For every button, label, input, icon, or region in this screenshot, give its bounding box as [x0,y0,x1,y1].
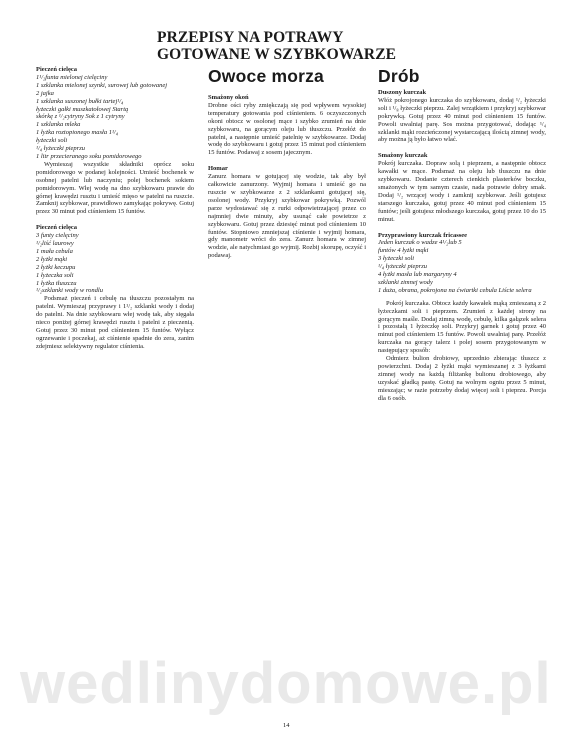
ingredient-list [36,74,194,161]
ingredient: funtów 4 łyżki mąki [378,247,429,255]
recipe-method: Odmierz bulion drobiowy, uprzednio zbierając tłuszcz z powierzchni. Dodaj 2 łyżki mąki wymieszanej z 3 łyżkami zimnej wody na każdą filiżankę bulionu drobiowego, aby uzyskać gładką pastę. Gotuj na wolnym ogniu przez 5 minut, mieszając; w razie potrzeby dodaj więcej soli i pieprzu. Porcja dla 6 osób. [378,355,546,402]
ingredient: 1 łyżka tłuszczu [36,279,77,287]
column-poultry [378,66,546,403]
recipe-method: Pokrój kurczaka. Dopraw solą i pieprzem, a następnie obtocz kawałki w mące. Podsmaż na oleju lub tłuszczu na dnie szybkowaru. Dodanie czterech cienkich plasterków boczku, smażonych w tym samym czasie, nada potrawie dobry smak. Dodaj ¹/₂ wrzącej wody i zamknij szybkowar. Jeśli gotujesz starszego kurczaka, gotuj przez 40 minut pod ciśnieniem 15 funtów; jeśli gotujesz młodszego kurczaka, gotuj przez 10 do 15 minut. [378,160,546,223]
ingredient: 1 szklanka mleka [36,121,81,129]
page-number: 14 [283,722,290,729]
section-heading: Owoce morza [208,66,324,86]
ingredient: 1 szklanka suszonej bułki tartej¹/₄ [36,97,124,105]
recipe-title: Duszony kurczak [378,89,427,96]
ingredient: 3 łyżeczki soli [378,255,415,263]
ingredient: Jeden kurczak o wadze 4¹/₂lub 5 [378,239,462,247]
watermark: wedlinydomowe.pl [20,651,552,716]
section-heading: Drób [378,66,420,86]
ingredient: łyżeczki gałki muszkatołowej Startą [36,105,129,113]
ingredient: ¹/₂liść laurowy [36,240,74,248]
ingredient: ¹/₄ łyżeczki pieprzu [36,145,85,153]
column-seafood [208,66,366,260]
ingredient-list [378,239,546,294]
recipe-method: Drobne ości ryby zmiękczają się pod wpływem wysokiej temperatury gotowania pod ciśnieniem. 6 oczyszczonych okoni obtocz w osolonej mące i szybko zrumień na dnie szybkowaru, na gorącym oleju lub tłuszczu. Przełóż do patelni, a następnie umieść patelnię w szybkowarze. Dodaj wodę do szybkowaru i gotuj przez 15 minut pod ciśnieniem 15 funtów. Podawaj z sosem jajecznym. [208,101,366,157]
recipe-title: Homar [208,165,228,173]
ingredient: 4 łyżki masła lub margaryny 4 [378,271,457,279]
ingredient: 2 łyżki mąki [36,255,68,263]
ingredient: skórkę z ¹/₂cytryny Sok z 1 cytryny [36,113,125,121]
ingredient: 1 łyżka roztopionego masła 1¹/₄ [36,129,118,137]
recipe-title: Pieczeń cielęca [36,224,77,232]
ingredient: 1¹/₂funta mielonej cielęciny [36,73,108,81]
recipe-title: Przyprawiony kurczak fricassee [378,231,468,239]
recipe-method: Wymieszaj wszystkie składniki oprócz soku pomidorowego w podanej kolejności. Umieść bochenek w osobnej patelni lub naczyniu; polej bochenek sokiem pomidorowym. Włej wodę na dno szybkowaru prawie do górnej krawędzi rusztu i umieść mięso w patelni na ruszcie. Zamknij szybkowar, prawidłowo zamykając pokrywę. Gotuj przez 30 minut pod ciśnieniem 15 funtów. [36,160,194,216]
ingredient: 1 mała cebula [36,247,73,255]
ingredient: 2 łyżki keczupu [36,263,76,271]
ingredient: łyżeczki soli [36,137,68,145]
ingredient: 1 litr przecieranego soku pomidorowego [36,152,142,160]
recipe-method: Pokrój kurczaka. Obtocz każdy kawałek mąką zmieszaną z 2 łyżeczkami soli i pieprzem. Zrumień z każdej strony na gorącym maśle. Dodaj zimną wodę, cebulę, kilka gałązek selera i pozostałą 1 łyżeczkę soli. Przykryj garnek i gotuj przez 40 minut pod ciśnieniem 15 funtów. Powoli uwalniaj parę. Przełóż kurczaka na gorący talerz i polej sosem przygotowanym w następujący sposób: [378,299,546,355]
ingredient: szklanki zimnej wody [378,278,433,286]
recipe-title: Smażony okoń [208,94,249,101]
ingredient-list [36,232,194,295]
ingredient: 1 szklanka mielonej szynki, surowej lub gotowanej [36,81,168,89]
column-veal [36,66,194,351]
ingredient: 3 funty cielęciny [36,232,79,240]
ingredient: 1 duża, obrana, pokrojona na ćwiartki cebula Liście selera [378,286,532,294]
ingredient: ¹/₄ łyżeczki pieprzu [378,263,427,271]
ingredient: 1 łyżeczka soli [36,271,74,279]
recipe-method: Zanurz homara w gotującej się wodzie, tak aby był całkowicie zanurzony. Wyjmij homara i umieść go na ruszcie w szybkowarze z 2 szklankami gotującej się, osolonej wody. Przykryj szybkowar pokrywką. Pozwól parze wydostawać się z rurki odpowietrzającej przez co najmniej dwie minuty, aby usunąć całe powietrze z szybkowaru. Gotuj przez dziesięć minut pod ciśnieniem 10 funtów. Stopniowo zmniejszaj ciśnienie i wyjmij homara, gdy manometr wróci do zera. Zanurz homara w zimnej wodzie, ale natychmiast go wyjmij. Rozbij skorupę, oczyść i podawaj. [208,173,366,260]
recipe-method: Włóż pokrojonego kurczaka do szybkowaru, dodaj ¹/₂ łyżeczki soli i ¹/₈ łyżeczki pieprzu. Zalej wrzątkiem i przykryj szybkowar pokrywką. Gotuj przez 40 minut pod ciśnieniem 15 funtów. Powoli uwalniaj parę. Sos można przygotować, dodając ¹/₄ szklanki mąki rozcieńczonej wystarczającą ilością zimnej wody, aby można ją było łatwo wlać. [378,96,546,144]
ingredient: 2 jajka [36,89,54,97]
recipe-method: Podsmaż pieczeń i cebulę na tłuszczu pozostałym na patelni. Wymieszaj przyprawy i 1¹/₂ szklanki wody i dodaj do patelni. Na dnie szybkowaru włej wodę tak, aby sięgała nieco poniżej górnej krawędzi rusztu i patelni z pieczenią. Gotuj przez 30 minut pod ciśnieniem 15 funtów. Wyłącz ogrzewanie i poczekaj, aż ciśnienie spadnie do zera, zanim zdejmiesz selektywny regulator ciśnienia. [36,295,194,350]
page-title: PRZEPISY NA POTRAWY GOTOWANE W SZYBKOWARZE [157,29,397,63]
recipe-title: Smażony kurczak [378,152,428,160]
ingredient: ¹/₂szklanki wody w rondlu [36,287,103,295]
recipe-title: Pieczeń cielęca [36,66,77,73]
